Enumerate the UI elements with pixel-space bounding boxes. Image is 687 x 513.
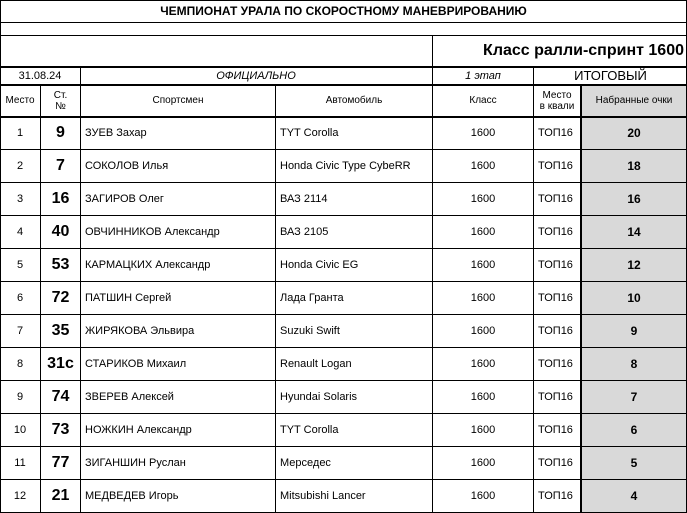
championship-title: ЧЕМПИОНАТ УРАЛА ПО СКОРОСТНОМУ МАНЕВРИРОВАНИЮ xyxy=(160,4,527,18)
row-number: 9 xyxy=(56,124,65,141)
row-place: 6 xyxy=(16,292,24,304)
col-qual-header-line2: в квали xyxy=(539,100,575,112)
row-place: 3 xyxy=(16,193,24,205)
row-divider xyxy=(0,347,687,348)
row-number: 53 xyxy=(51,256,70,273)
row-car: Мерседес xyxy=(280,457,331,469)
date-row-divider xyxy=(432,67,433,85)
result-type: ИТОГОВЫЙ xyxy=(574,68,647,83)
row-number: 73 xyxy=(51,421,70,438)
row-athlete: МЕДВЕДЕВ Игорь xyxy=(85,490,179,502)
row-qualifying: ТОП16 xyxy=(538,358,573,370)
row-points: 5 xyxy=(581,447,687,479)
date-row-divider xyxy=(533,67,534,85)
row-class: 1600 xyxy=(470,358,496,370)
row-car: ВАЗ 2114 xyxy=(280,193,328,205)
row-car: Лада Гранта xyxy=(280,292,344,304)
row-qualifying: ТОП16 xyxy=(538,457,573,469)
row-divider xyxy=(0,479,687,480)
row-points: 12 xyxy=(581,249,687,281)
row-car: TYT Corolla xyxy=(280,424,339,436)
class-title: Класс ралли-спринт 1600 xyxy=(483,42,684,59)
row-divider xyxy=(0,413,687,414)
row-class: 1600 xyxy=(470,292,496,304)
row-points: 8 xyxy=(581,348,687,380)
row-class: 1600 xyxy=(470,391,496,403)
row-car: Renault Logan xyxy=(280,358,352,370)
row-place: 2 xyxy=(16,160,24,172)
row-qualifying: ТОП16 xyxy=(538,259,573,271)
row-car: Honda Civic Type CybeRR xyxy=(280,160,411,172)
row-place: 11 xyxy=(14,457,26,469)
row-divider xyxy=(0,215,687,216)
row-athlete: ПАТШИН Сергей xyxy=(85,292,172,304)
col-number-header-line1: Ст. xyxy=(53,89,68,101)
row-class: 1600 xyxy=(470,127,496,139)
row-athlete: ЗАГИРОВ Олег xyxy=(85,193,164,205)
row-divider xyxy=(0,380,687,381)
row-points: 16 xyxy=(581,183,687,215)
row-points: 6 xyxy=(581,414,687,446)
row-car: ВАЗ 2105 xyxy=(280,226,329,238)
col-number-header-line2: № xyxy=(55,100,66,112)
row-points: 4 xyxy=(581,480,687,512)
col-number-header xyxy=(41,85,80,116)
row-class: 1600 xyxy=(470,160,496,172)
row-qualifying: ТОП16 xyxy=(538,391,573,403)
row-points: 10 xyxy=(581,282,687,314)
date-row-divider xyxy=(80,67,81,85)
row-place: 1 xyxy=(16,127,24,139)
row-place: 8 xyxy=(16,358,24,370)
row-divider xyxy=(0,446,687,447)
row-place: 12 xyxy=(13,490,27,502)
row-number: 72 xyxy=(51,289,70,306)
column-divider xyxy=(432,85,433,513)
row-place: 5 xyxy=(16,259,24,271)
row-points: 20 xyxy=(581,117,687,149)
row-athlete: ЗИГАНШИН Руслан xyxy=(85,457,186,469)
row-points: 9 xyxy=(581,315,687,347)
row-number: 31с xyxy=(47,355,74,372)
row-car: Honda Civic EG xyxy=(280,259,359,271)
row-athlete: ЖИРЯКОВА Эльвира xyxy=(85,325,195,337)
column-divider xyxy=(40,85,41,513)
divider-under-headers xyxy=(0,116,687,118)
row-athlete: ЗВЕРЕВ Алексей xyxy=(85,391,174,403)
row-number: 74 xyxy=(51,388,70,405)
event-date: 31.08.24 xyxy=(18,69,62,82)
row-divider xyxy=(0,248,687,249)
row-car: TYT Corolla xyxy=(280,127,339,139)
row-athlete: ОВЧИННИКОВ Александр xyxy=(85,226,220,238)
row-athlete: СТАРИКОВ Михаил xyxy=(85,358,187,370)
row-qualifying: ТОП16 xyxy=(538,490,573,502)
points-column-divider xyxy=(580,85,582,513)
row-qualifying: ТОП16 xyxy=(538,325,573,337)
row-number: 21 xyxy=(51,487,70,504)
row-class: 1600 xyxy=(470,490,496,502)
row-number: 40 xyxy=(51,223,70,240)
row-qualifying: ТОП16 xyxy=(538,424,573,436)
row-divider xyxy=(0,182,687,183)
column-divider xyxy=(80,85,81,513)
row-divider xyxy=(0,149,687,150)
divider-under-title xyxy=(0,22,687,23)
row-athlete: ЗУЕВ Захар xyxy=(85,127,147,139)
row-car: Hyundai Solaris xyxy=(280,391,358,403)
col-qual-header-line1: Место xyxy=(542,89,572,101)
stage-label: 1 этап xyxy=(465,69,501,82)
row-number: 7 xyxy=(56,157,65,174)
row-place: 9 xyxy=(16,391,24,403)
column-divider xyxy=(275,85,276,513)
col-class-header: Класс xyxy=(469,95,497,106)
row-place: 7 xyxy=(16,325,24,337)
row-number: 77 xyxy=(51,454,70,471)
row-number: 16 xyxy=(51,190,70,207)
row-car: Mitsubishi Lancer xyxy=(280,490,366,502)
col-place-header: Место xyxy=(5,95,35,106)
left-border xyxy=(0,0,1,513)
row-class: 1600 xyxy=(470,325,496,337)
col-athlete-header: Спортсмен xyxy=(152,95,204,106)
column-divider xyxy=(533,85,534,513)
divider-under-class xyxy=(0,66,687,68)
col-qual-header xyxy=(534,85,580,116)
col-car-header: Автомобиль xyxy=(325,95,383,106)
row-qualifying: ТОП16 xyxy=(538,226,573,238)
row-athlete: НОЖКИН Александр xyxy=(85,424,192,436)
row-divider xyxy=(0,281,687,282)
row-place: 10 xyxy=(13,424,27,436)
official-status: ОФИЦИАЛЬНО xyxy=(216,69,296,82)
row-class: 1600 xyxy=(470,193,496,205)
row-divider xyxy=(0,314,687,315)
row-class: 1600 xyxy=(470,457,496,469)
top-border xyxy=(0,0,687,1)
row-points: 7 xyxy=(581,381,687,413)
row-athlete: СОКОЛОВ Илья xyxy=(85,160,169,172)
col-points-header: Набранные очки xyxy=(581,85,687,116)
class-title-divider xyxy=(432,35,433,67)
row-qualifying: ТОП16 xyxy=(538,127,573,139)
row-car: Suzuki Swift xyxy=(280,325,340,337)
divider-under-date xyxy=(0,84,687,86)
divider-under-title-2 xyxy=(0,35,687,36)
row-points: 14 xyxy=(581,216,687,248)
row-qualifying: ТОП16 xyxy=(538,193,573,205)
row-number: 35 xyxy=(51,322,70,339)
row-qualifying: ТОП16 xyxy=(538,292,573,304)
row-place: 4 xyxy=(16,226,24,238)
row-class: 1600 xyxy=(470,424,496,436)
row-athlete: КАРМАЦКИХ Александр xyxy=(85,259,211,271)
row-points: 18 xyxy=(581,150,687,182)
row-qualifying: ТОП16 xyxy=(538,160,573,172)
row-class: 1600 xyxy=(470,226,496,238)
row-class: 1600 xyxy=(470,259,496,271)
